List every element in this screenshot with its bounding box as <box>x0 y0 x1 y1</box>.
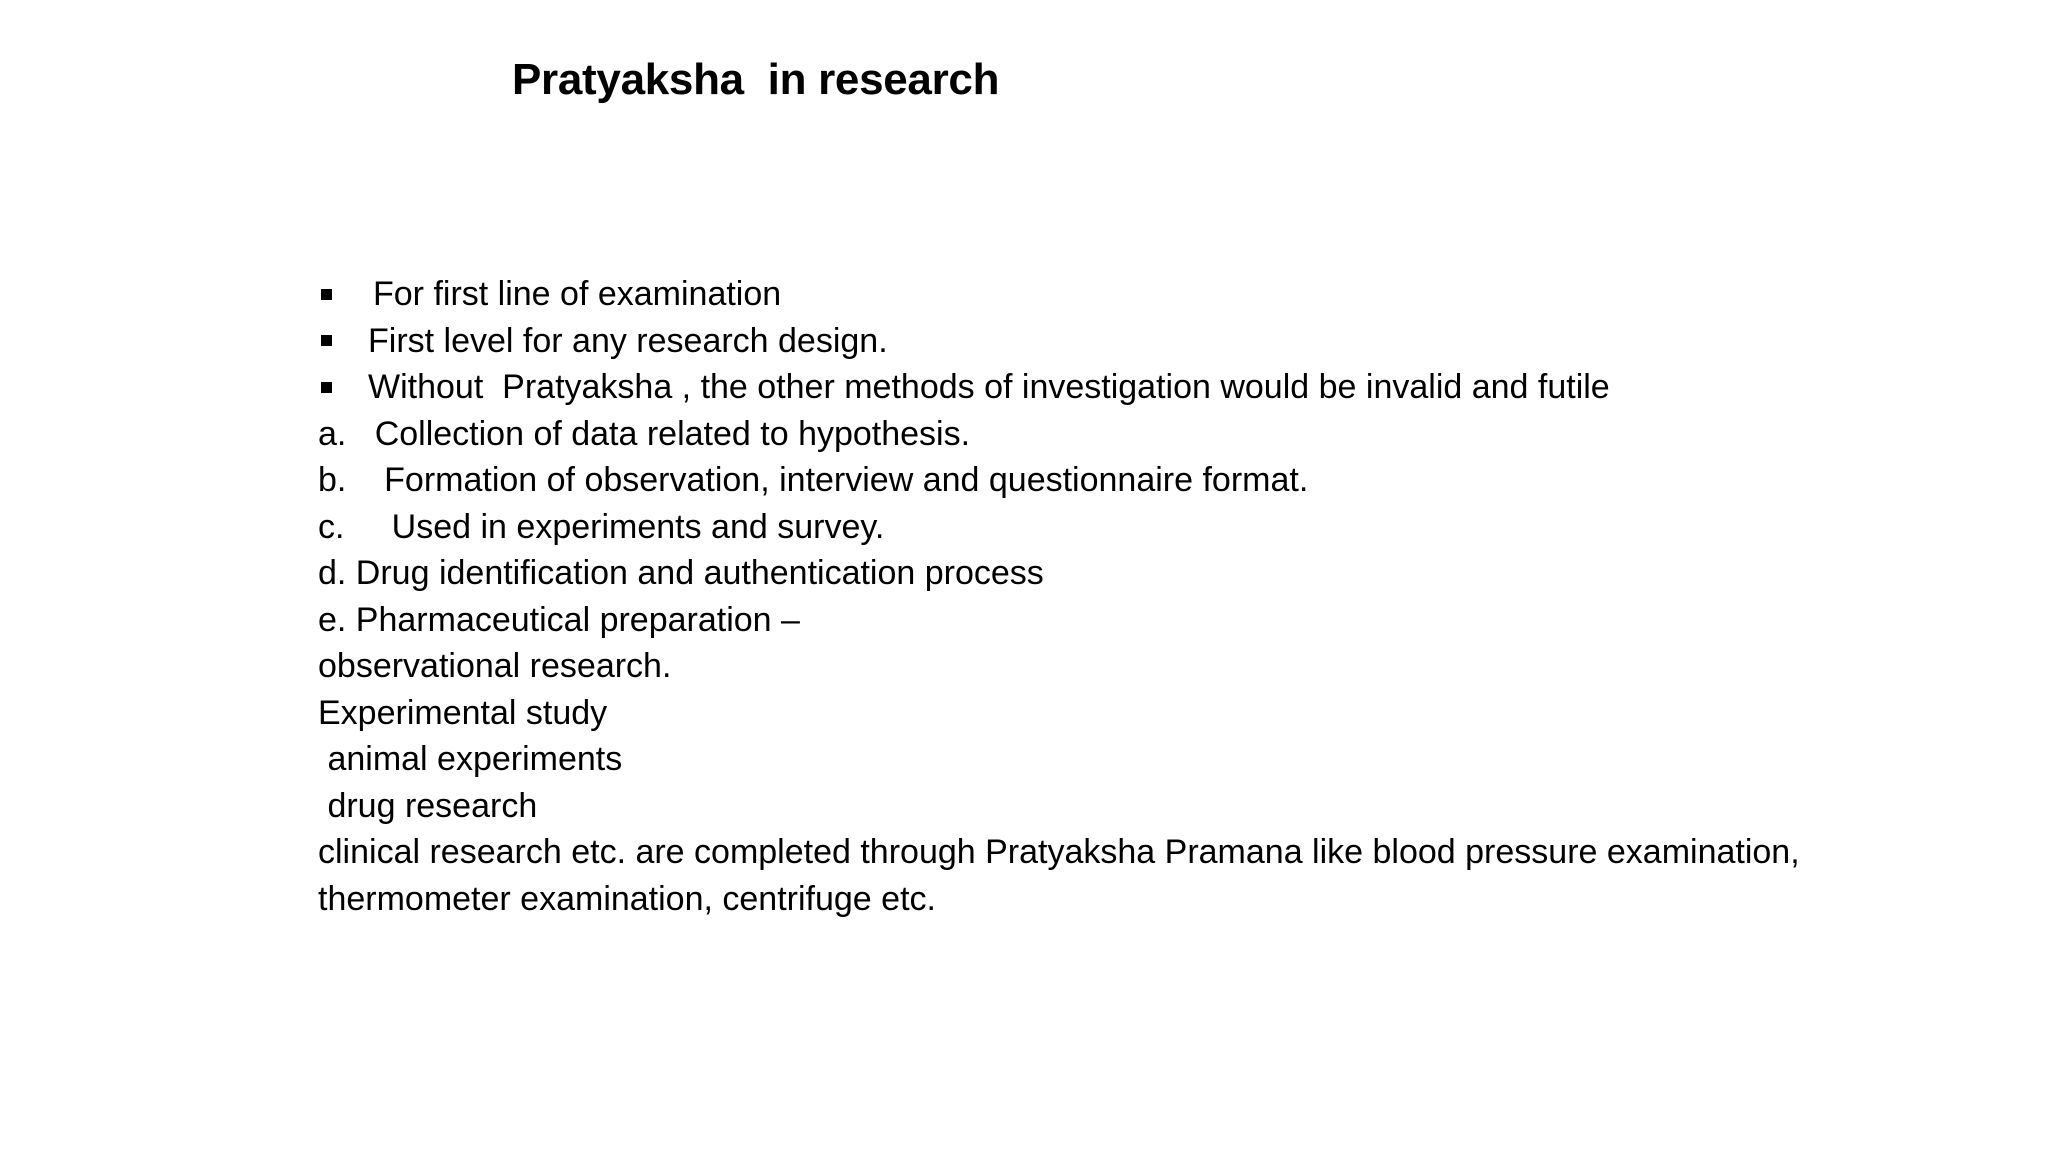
text-line: drug research <box>318 786 538 825</box>
bullet-item <box>318 271 2018 318</box>
text-line: animal experiments <box>318 740 623 778</box>
lettered-item-a: a. Collection of data related to hypothesis. <box>318 414 971 453</box>
bullet-item <box>318 318 2018 365</box>
bullet-text: Without Pratyaksha , the other methods of investigation would be invalid and futile <box>368 368 1610 406</box>
slide-title: Pratyaksha in research <box>512 55 1000 104</box>
slide-content <box>318 271 2018 922</box>
final-paragraph: clinical research etc. are completed through Pratyaksha Pramana like blood pressure examination, thermometer examination, centrifuge etc. <box>318 833 1800 918</box>
lettered-item-c: c. Used in experiments and survey. <box>318 507 885 546</box>
square-bullet-icon <box>321 382 332 393</box>
square-bullet-icon <box>321 335 332 346</box>
lettered-item-d: d. Drug identification and authentication process <box>318 554 1044 592</box>
text-line: Experimental study <box>318 693 608 732</box>
bullet-text: First level for any research design. <box>368 321 888 360</box>
lettered-item-e: e. Pharmaceutical preparation – <box>318 600 800 639</box>
bullet-text: For first line of examination <box>373 275 782 313</box>
bullet-item <box>318 364 2018 411</box>
lettered-item-b: b. Formation of observation, interview and questionnaire format. <box>318 461 1309 499</box>
square-bullet-icon <box>321 289 332 300</box>
text-line: observational research. <box>318 647 672 685</box>
